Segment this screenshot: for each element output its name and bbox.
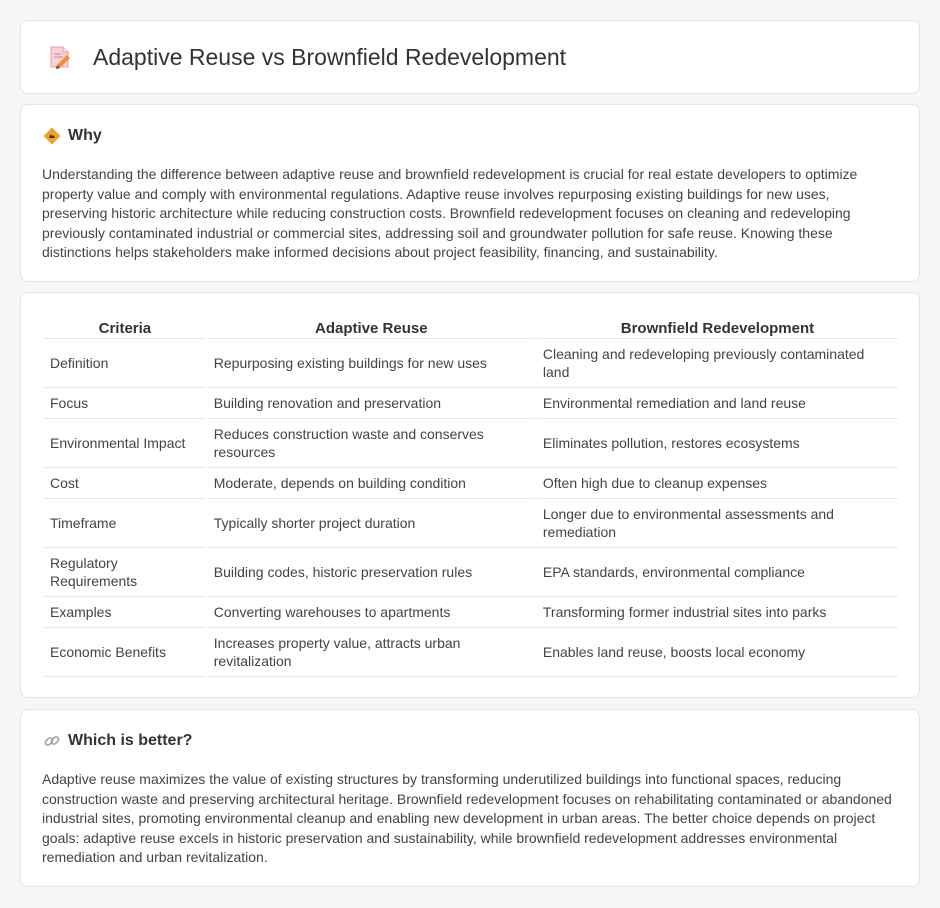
- table-row: [44, 597, 898, 628]
- page-title: Adaptive Reuse vs Brownfield Redevelopment: [93, 43, 567, 70]
- cell-criteria: Focus: [44, 388, 206, 419]
- why-title: Why: [68, 127, 102, 144]
- cell-adaptive: Building renovation and preservation: [208, 388, 535, 419]
- why-section: [20, 104, 920, 282]
- cell-brownfield: Longer due to environmental assessments and remediation: [537, 499, 898, 548]
- cell-adaptive: Building codes, historic preservation rules: [208, 548, 535, 597]
- better-body: Adaptive reuse maximizes the value of existing structures by transforming underutilized buildings into functional spaces, reducing construction waste and preserving architectural heritage. Brownfield redevelopment focuses on rehabilitating contaminated or abandoned industrial sites, promoting environmental cleanup and enabling new development in urban areas. The better choice depends on project goals: adaptive reuse excels in historic preservation and sustainability, while brownfield redevelopment addresses environmental remediation and urban revitalization.: [42, 771, 892, 866]
- table-row: [44, 419, 898, 468]
- cell-criteria: Definition: [44, 339, 206, 388]
- cell-adaptive: Converting warehouses to apartments: [208, 597, 535, 628]
- cell-criteria: Examples: [44, 597, 206, 628]
- cell-adaptive: Increases property value, attracts urban revitalization: [208, 628, 535, 677]
- cell-criteria: Economic Benefits: [44, 628, 206, 677]
- cell-criteria: Environmental Impact: [44, 419, 206, 468]
- title-card: [20, 20, 920, 94]
- cell-brownfield: Transforming former industrial sites into parks: [537, 597, 898, 628]
- why-body: Understanding the difference between adaptive reuse and brownfield redevelopment is crucial for real estate developers to optimize property value and comply with environmental regulations. Adaptive reuse involves repurposing existing buildings for new uses, preserving historic architecture while reducing construction costs. Brownfield redevelopment focuses on cleaning and redeveloping previously contaminated industrial or commercial sites, addressing soil and groundwater pollution for safe reuse. Knowing these distinctions helps stakeholders make informed decisions about project feasibility, financing, and sustainability.: [42, 166, 858, 261]
- table-row: [44, 499, 898, 548]
- header-criteria: Criteria: [44, 313, 206, 339]
- header-brownfield: Brownfield Redevelopment: [537, 313, 898, 339]
- comparison-card: [20, 292, 920, 698]
- cell-brownfield: Eliminates pollution, restores ecosystems: [537, 419, 898, 468]
- cell-brownfield: Environmental remediation and land reuse: [537, 388, 898, 419]
- cell-criteria: Regulatory Requirements: [44, 548, 206, 597]
- cell-brownfield: EPA standards, environmental compliance: [537, 548, 898, 597]
- table-row: [44, 339, 898, 388]
- table-row: [44, 468, 898, 499]
- link-icon: [43, 732, 61, 750]
- construction-sign-icon: [43, 127, 61, 145]
- table-header-row: [44, 313, 898, 339]
- table-row: [44, 628, 898, 677]
- cell-adaptive: Typically shorter project duration: [208, 499, 535, 548]
- comparison-table: [42, 313, 900, 677]
- cell-brownfield: Enables land reuse, boosts local economy: [537, 628, 898, 677]
- cell-brownfield: Often high due to cleanup expenses: [537, 468, 898, 499]
- better-title: Which is better?: [68, 732, 193, 749]
- cell-criteria: Cost: [44, 468, 206, 499]
- cell-adaptive: Moderate, depends on building condition: [208, 468, 535, 499]
- cell-adaptive: Reduces construction waste and conserves resources: [208, 419, 535, 468]
- cell-criteria: Timeframe: [44, 499, 206, 548]
- table-row: [44, 548, 898, 597]
- header-adaptive-reuse: Adaptive Reuse: [208, 313, 535, 339]
- document-pencil-icon: [47, 44, 73, 70]
- cell-brownfield: Cleaning and redeveloping previously contaminated land: [537, 339, 898, 388]
- table-row: [44, 388, 898, 419]
- which-is-better-section: [20, 709, 920, 887]
- cell-adaptive: Repurposing existing buildings for new uses: [208, 339, 535, 388]
